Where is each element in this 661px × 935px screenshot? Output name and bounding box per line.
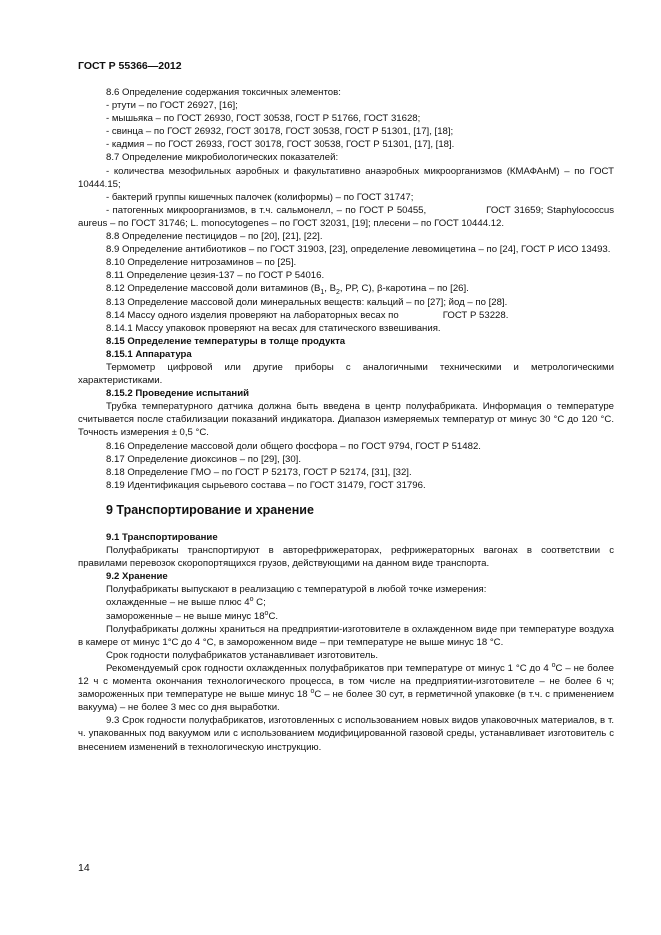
heading-9-2: 9.2 Хранение: [106, 571, 168, 583]
subscript: 2: [336, 289, 340, 297]
para-8-9: 8.9 Определение антибиотиков – по ГОСТ 31903, [23], определение левомицетина – по [24], ГОСТ Р ИСО 13493.: [106, 244, 611, 256]
superscript: о: [264, 609, 269, 617]
list-item: - свинца – по ГОСТ 26932, ГОСТ 30178, ГОСТ 30538, ГОСТ Р 51301, [17], [18];: [106, 126, 454, 138]
para-frozen: [78, 610, 614, 623]
para-shelf-life: Срок годности полуфабрикатов устанавливает изготовитель.: [106, 649, 379, 661]
para-storage: Полуфабрикаты должны храниться на предприятии-изготовителе в охлажденном виде при температуре воздуха в камере от минус 1°С до 4 °С, в замороженном виде – при температуре не выше минус 18 °С.: [78, 623, 614, 648]
para-recommended: [78, 662, 614, 714]
para-8-6: 8.6 Определение содержания токсичных элементов:: [106, 87, 341, 98]
para-8-12: [78, 282, 614, 295]
text-run: ГОСТ 31659; Staphylococcus aureus – по ГОСТ 31746; L. monocytogenes – по ГОСТ 32031, [19]; плесени – по ГОСТ 10444.12.: [78, 204, 614, 229]
text-run: С – не более 30 сут, в герметичной упаковке (в т.ч. с применением вакуума) – не более 3 мес со дня выработки.: [78, 689, 614, 714]
superscript: о: [310, 687, 315, 695]
list-item: - количества мезофильных аэробных и факультативно анаэробных микроорганизмов (КМАФАнМ) – по ГОСТ 10444.15;: [78, 165, 614, 190]
text-run: С;: [253, 597, 266, 609]
para-8-13: 8.13 Определение массовой доли минеральных веществ: кальций – по [27]; йод – по [28].: [106, 296, 508, 308]
superscript: о: [249, 596, 254, 604]
list-item: - ртути – по ГОСТ 26927, [16];: [106, 100, 238, 112]
list-item: - бактерий группы кишечных палочек (колиформы) – по ГОСТ 31747;: [106, 191, 414, 203]
heading-8-15-1: 8.15.1 Аппаратура: [106, 348, 192, 360]
para-8-14-1: 8.14.1 Массу упаковок проверяют на весах для статического взвешивания.: [106, 322, 441, 334]
page-content: [78, 86, 614, 754]
para-8-19: 8.19 Идентификация сырьевого состава – по ГОСТ 31479, ГОСТ 31796.: [106, 479, 426, 491]
list-item: - кадмия – по ГОСТ 26933, ГОСТ 30178, ГОСТ 30538, ГОСТ Р 51301, [17], [18].: [106, 139, 455, 151]
page-number: 14: [78, 862, 90, 874]
para-8-11: 8.11 Определение цезия-137 – по ГОСТ Р 54016.: [106, 270, 325, 282]
text-run: С.: [268, 610, 279, 622]
subscript: 1: [320, 289, 325, 297]
text-run: , РР, С), β-каротина – по [26].: [339, 283, 469, 295]
para-8-14: [78, 309, 614, 322]
para-testing: Трубка температурного датчика должна быть введена в центр полуфабриката. Информация о температуре считывается после стабилизации показаний индикатора. Диапазон измеряемых температур от минус 30 °С до 120 °С. Точность измерения ± 0,5 °С.: [78, 401, 614, 439]
text-run: , В: [324, 283, 336, 295]
para-apparatus: Термометр цифровой или другие приборы с аналогичными техническими и метрологическими характеристиками.: [78, 361, 614, 387]
superscript: о: [551, 661, 556, 669]
section-9-title: 9 Транспортирование и хранение: [106, 502, 314, 517]
text-run: С – не более 12 ч с момента окончания технологического процесса, в том числе на предприятии-изготовителе – не более 6 ч; замороженных при температуре не выше минус 18: [78, 662, 614, 701]
text-run: - патогенных микроорганизмов, в т.ч. сальмонелл, – по ГОСТ Р 50455,: [106, 204, 427, 216]
para-chilled: [78, 596, 614, 609]
para-9-3: 9.3 Срок годности полуфабрикатов, изготовленных с использованием новых видов упаковочных материалов, в т. ч. упакованных под вакуумом или с использованием модифицированной газовой среды, устанавливает изготовитель с внесением изменений в технологическую инструкцию.: [78, 715, 614, 753]
para-release: Полуфабрикаты выпускают в реализацию с температурой в любой точке измерения:: [106, 584, 487, 596]
heading-9-1: 9.1 Транспортирование: [106, 532, 218, 543]
heading-8-15-2: 8.15.2 Проведение испытаний: [106, 388, 250, 400]
text-run: ГОСТ Р 53228.: [442, 309, 509, 321]
list-item: - мышьяка – по ГОСТ 26930, ГОСТ 30538, ГОСТ Р 51766, ГОСТ 31628;: [106, 113, 421, 125]
para-8-16: 8.16 Определение массовой доли общего фосфора – по ГОСТ 9794, ГОСТ Р 51482.: [106, 440, 481, 452]
text-run: Рекомендуемый срок годности охлажденных полуфабрикатов при температуре от минус 1 °С до 4: [106, 662, 552, 674]
text-run: 8.14 Массу одного изделия проверяют на лабораторных весах по: [106, 309, 399, 321]
text-run: 8.12 Определение массовой доли витаминов (В: [106, 283, 321, 295]
list-item: [78, 204, 614, 230]
document-header: ГОСТ Р 55366—2012: [78, 60, 182, 72]
para-8-17: 8.17 Определение диоксинов – по [29], [30].: [106, 453, 302, 465]
para-8-7: 8.7 Определение микробиологических показателей:: [106, 152, 339, 164]
text-run: замороженные – не выше минус 18: [106, 610, 265, 622]
text-run: охлажденные – не выше плюс 4: [106, 597, 250, 609]
para-8-10: 8.10 Определение нитрозаминов – по [25].: [106, 257, 297, 269]
heading-8-15: 8.15 Определение температуры в толще продукта: [106, 335, 346, 347]
para-transport: Полуфабрикаты транспортируют в авторефрижераторах, рефрижераторных вагонах в соответствии с правилами перевозок скоропортящихся грузов, действующими на данном виде транспорта.: [78, 545, 614, 570]
para-8-8: 8.8 Определение пестицидов – по [20], [21], [22].: [106, 231, 323, 243]
para-8-18: 8.18 Определение ГМО – по ГОСТ Р 52173, ГОСТ Р 52174, [31], [32].: [106, 466, 412, 478]
